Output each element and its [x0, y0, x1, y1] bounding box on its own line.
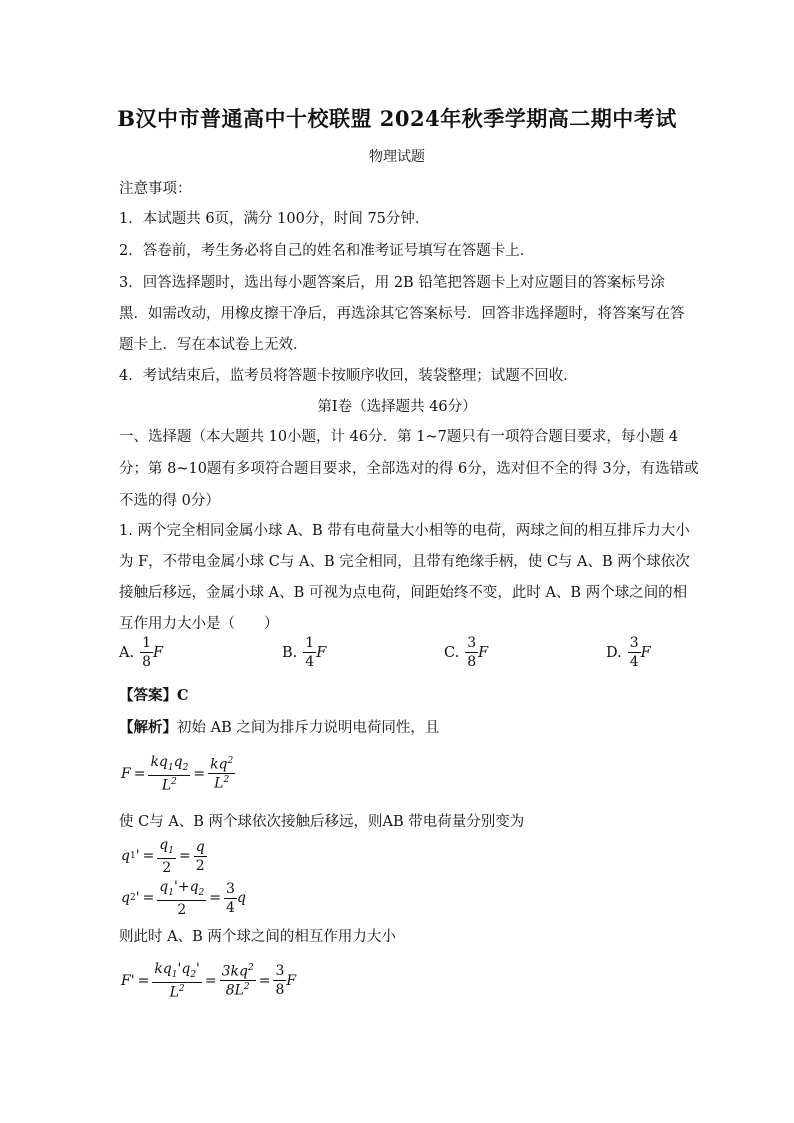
option-b[interactable]: B. $\frac{1}{4}$ F	[282, 635, 327, 670]
question-text: 互作用力大小是（ ）	[119, 616, 279, 632]
section-desc: 不选的得 0分）	[119, 493, 220, 509]
note-item: 2．答卷前，考生务必将自己的姓名和准考证号填写在答题卡上．	[119, 243, 535, 259]
section-desc: 分；第 8~10题有多项符合题目要求，全部选对的得 6分，选对但不全的得 3分，有选错或	[119, 461, 699, 477]
analysis-step2: 使 C与 A、B 两个球依次接触后移远，则AB 带电荷量分别变为	[119, 814, 525, 830]
exam-title: B汉中市普通高中十校联盟 2024年秋季学期高二期中考试	[117, 106, 677, 131]
question-text: 1. 两个完全相同金属小球 A、B 带有电荷量大小相等的电荷，两球之间的相互排斥力大小	[119, 523, 690, 539]
option-c[interactable]: C. $\frac{3}{8}$ F	[444, 635, 489, 670]
notes-heading: 注意事项：	[119, 181, 192, 197]
option-fraction: $\frac{1}{8}$	[142, 635, 152, 670]
equation-result: F ' = $\frac{kq_1'q_2'}{L^2}$ = $\frac{3kq^2}{8L^2}$ = $\frac{3}{8}$ F	[121, 961, 297, 1001]
equation-q1: q 1 ' = $\frac{q_1}{2}$ = $\frac{q}{2}$	[121, 837, 205, 876]
answer-value: C	[177, 687, 189, 704]
option-label: C.	[444, 644, 460, 661]
option-d[interactable]: D. $\frac{3}{4}$ F	[606, 635, 651, 670]
equation-q2: q 2 ' = $\frac{q_1'+q_2}{2}$ = $\frac{3}{4}$ q	[121, 879, 246, 918]
note-item: 题卡上．写在本试卷上无效．	[119, 337, 308, 353]
question-text: 接触后移远，金属小球 A、B 可视为点电荷，间距始终不变，此时 A、B 两个球之间的相	[119, 585, 688, 601]
option-fraction: $\frac{3}{4}$	[629, 635, 639, 670]
option-a[interactable]: A. $\frac{1}{8}$ F	[119, 635, 164, 670]
analysis-intro: 初始 AB 之间为排斥力说明电荷同性，且	[177, 720, 440, 736]
option-label: D.	[606, 644, 622, 661]
section-title: 第Ⅰ卷（选择题共 46分）	[317, 399, 477, 415]
analysis-line	[119, 716, 439, 737]
analysis-label: 【解析】	[119, 719, 177, 736]
note-item: 黑．如需改动，用橡皮擦干净后，再选涂其它答案标号．回答非选择题时，将答案写在答	[119, 306, 685, 322]
section-desc: 一、选择题（本大题共 10小题，计 46分．第 1~7题只有一项符合题目要求，每小题 4	[119, 429, 679, 445]
equation-coulomb: F = $\frac{kq_1q_2}{L^2}$ = $\frac{kq^2}{L^2}$	[121, 754, 234, 794]
option-fraction: $\frac{1}{4}$	[305, 635, 315, 670]
analysis-step3: 则此时 A、B 两个球之间的相互作用力大小	[119, 929, 396, 945]
option-fraction: $\frac{3}{8}$	[467, 635, 477, 670]
answer-line	[119, 684, 189, 705]
option-label: A.	[119, 644, 135, 661]
answer-label: 【答案】	[119, 687, 177, 704]
question-text: 为 F，不带电金属小球 C与 A、B 完全相同，且带有绝缘手柄，使 C与 A、B 两个球依次	[119, 554, 690, 570]
note-item: 4．考试结束后，监考员将答题卡按顺序收回，装袋整理；试题不回收．	[119, 368, 578, 384]
option-label: B.	[282, 644, 298, 661]
exam-subtitle: 物理试题	[369, 149, 425, 165]
note-item: 1．本试题共 6页，满分 100分，时间 75分钟．	[119, 211, 430, 227]
note-item: 3．回答选择题时，选出每小题答案后，用 2B 铅笔把答题卡上对应题目的答案标号涂	[119, 275, 665, 291]
